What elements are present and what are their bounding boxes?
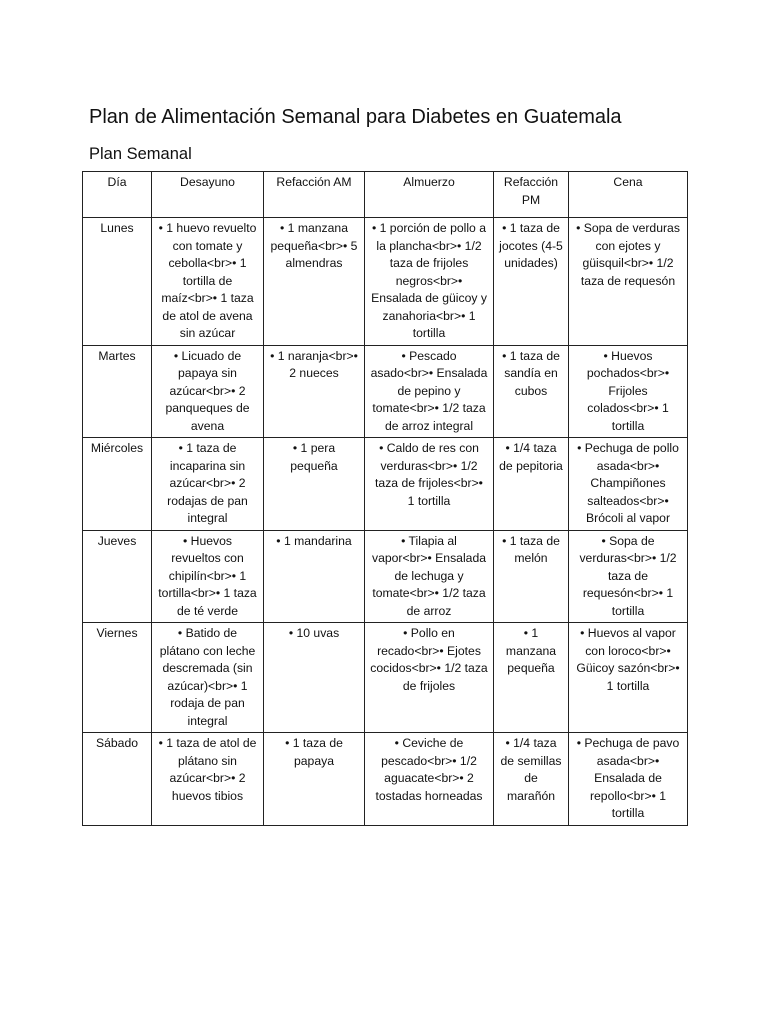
table-row [83, 345, 688, 438]
table-row [83, 623, 688, 733]
refaccion-pm-cell: • 1 manzana pequeña [494, 623, 569, 733]
desayuno-cell: • Licuado de papaya sin azúcar<br>• 2 panqueques de avena [152, 345, 264, 438]
almuerzo-cell: • Ceviche de pescado<br>• 1/2 aguacate<br>• 2 tostadas horneadas [365, 733, 494, 826]
day-cell: Miércoles [83, 438, 152, 531]
table-row [83, 530, 688, 623]
section-title: Plan Semanal [89, 145, 192, 163]
almuerzo-cell: • Pollo en recado<br>• Ejotes cocidos<br>• 1/2 taza de frijoles [365, 623, 494, 733]
table-row [83, 733, 688, 826]
header-refaccion-am: Refacción AM [264, 172, 365, 218]
refaccion-am-cell: • 1 manzana pequeña<br>• 5 almendras [264, 218, 365, 346]
cena-cell: • Sopa de verduras con ejotes y güisquil<br>• 1/2 taza de requesón [569, 218, 688, 346]
table-row [83, 438, 688, 531]
meal-plan-table [82, 171, 688, 826]
almuerzo-cell: • Pescado asado<br>• Ensalada de pepino y tomate<br>• 1/2 taza de arroz integral [365, 345, 494, 438]
refaccion-pm-cell: • 1 taza de jocotes (4-5 unidades) [494, 218, 569, 346]
refaccion-am-cell: • 10 uvas [264, 623, 365, 733]
header-dia: Día [83, 172, 152, 218]
cena-cell: • Huevos al vapor con loroco<br>• Güicoy sazón<br>• 1 tortilla [569, 623, 688, 733]
refaccion-pm-cell: • 1/4 taza de semillas de marañón [494, 733, 569, 826]
cena-cell: • Sopa de verduras<br>• 1/2 taza de requesón<br>• 1 tortilla [569, 530, 688, 623]
desayuno-cell: • Batido de plátano con leche descremada (sin azúcar)<br>• 1 rodaja de pan integral [152, 623, 264, 733]
desayuno-cell: • Huevos revueltos con chipilín<br>• 1 tortilla<br>• 1 taza de té verde [152, 530, 264, 623]
refaccion-am-cell: • 1 taza de papaya [264, 733, 365, 826]
day-cell: Lunes [83, 218, 152, 346]
cena-cell: • Pechuga de pavo asada<br>• Ensalada de repollo<br>• 1 tortilla [569, 733, 688, 826]
refaccion-pm-cell: • 1/4 taza de pepitoria [494, 438, 569, 531]
header-desayuno: Desayuno [152, 172, 264, 218]
day-cell: Sábado [83, 733, 152, 826]
table-header-row [83, 172, 688, 218]
refaccion-am-cell: • 1 pera pequeña [264, 438, 365, 531]
almuerzo-cell: • Tilapia al vapor<br>• Ensalada de lechuga y tomate<br>• 1/2 taza de arroz [365, 530, 494, 623]
cena-cell: • Pechuga de pollo asada<br>• Champiñones salteados<br>• Brócoli al vapor [569, 438, 688, 531]
refaccion-am-cell: • 1 naranja<br>• 2 nueces [264, 345, 365, 438]
almuerzo-cell: • 1 porción de pollo a la plancha<br>• 1/2 taza de frijoles negros<br>• Ensalada de güicoy y zanahoria<br>• 1 tortilla [365, 218, 494, 346]
day-cell: Jueves [83, 530, 152, 623]
desayuno-cell: • 1 taza de atol de plátano sin azúcar<br>• 2 huevos tibios [152, 733, 264, 826]
refaccion-am-cell: • 1 mandarina [264, 530, 365, 623]
table-row [83, 218, 688, 346]
header-refaccion-pm: Refacción PM [494, 172, 569, 218]
day-cell: Martes [83, 345, 152, 438]
desayuno-cell: • 1 huevo revuelto con tomate y cebolla<br>• 1 tortilla de maíz<br>• 1 taza de atol de avena sin azúcar [152, 218, 264, 346]
almuerzo-cell: • Caldo de res con verduras<br>• 1/2 taza de frijoles<br>• 1 tortilla [365, 438, 494, 531]
page-title: Plan de Alimentación Semanal para Diabetes en Guatemala [89, 106, 622, 128]
day-cell: Viernes [83, 623, 152, 733]
desayuno-cell: • 1 taza de incaparina sin azúcar<br>• 2 rodajas de pan integral [152, 438, 264, 531]
header-cena: Cena [569, 172, 688, 218]
cena-cell: • Huevos pochados<br>• Frijoles colados<br>• 1 tortilla [569, 345, 688, 438]
header-almuerzo: Almuerzo [365, 172, 494, 218]
refaccion-pm-cell: • 1 taza de sandía en cubos [494, 345, 569, 438]
refaccion-pm-cell: • 1 taza de melón [494, 530, 569, 623]
